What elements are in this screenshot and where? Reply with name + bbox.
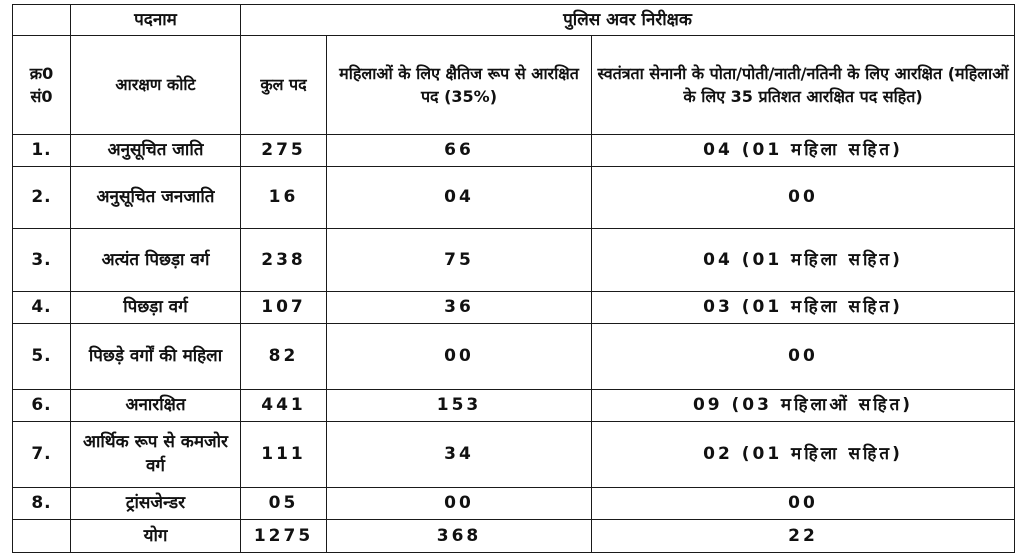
women-cell: 00: [327, 323, 592, 389]
table-row: [13, 389, 1015, 421]
category-cell: अनुसूचित जनजाति: [71, 167, 241, 229]
category-cell: पिछड़े वर्गों की महिला: [71, 323, 241, 389]
total-cell: 107: [241, 291, 327, 323]
table-row: [13, 228, 1015, 291]
total-cell: 82: [241, 323, 327, 389]
serial-cell: 8.: [13, 487, 71, 519]
header-row-main: [13, 35, 1015, 134]
table-row: [13, 135, 1015, 167]
total-cell: 111: [241, 421, 327, 487]
freedom-fighter-total-cell: 22: [592, 519, 1015, 552]
total-row: [13, 519, 1015, 552]
freedom-fighter-cell: 04 (01 महिला सहित): [592, 228, 1015, 291]
reservation-table: [12, 4, 1015, 553]
serial-cell: 3.: [13, 228, 71, 291]
freedom-fighter-cell: 04 (01 महिला सहित): [592, 135, 1015, 167]
women-total-cell: 368: [327, 519, 592, 552]
freedom-fighter-cell: 02 (01 महिला सहित): [592, 421, 1015, 487]
women-cell: 153: [327, 389, 592, 421]
category-cell: अनुसूचित जाति: [71, 135, 241, 167]
women-cell: 34: [327, 421, 592, 487]
total-label: योग: [71, 519, 241, 552]
freedom-fighter-cell: 00: [592, 167, 1015, 229]
women-cell: 04: [327, 167, 592, 229]
designation-label: पदनाम: [71, 5, 241, 36]
table-row: [13, 167, 1015, 229]
freedom-fighter-cell: 00: [592, 323, 1015, 389]
table-row: [13, 291, 1015, 323]
header-row-top: [13, 5, 1015, 36]
table-row: [13, 323, 1015, 389]
total-posts-label: कुल पद: [241, 35, 327, 134]
grand-total-cell: 1275: [241, 519, 327, 552]
serial-cell: 5.: [13, 323, 71, 389]
table-row: [13, 421, 1015, 487]
reservation-table-container: [12, 4, 1014, 553]
total-cell: 05: [241, 487, 327, 519]
women-cell: 00: [327, 487, 592, 519]
serial-no-label: क्र0 सं0: [13, 35, 71, 134]
total-serial-cell: [13, 519, 71, 552]
women-cell: 75: [327, 228, 592, 291]
category-cell: पिछड़ा वर्ग: [71, 291, 241, 323]
category-cell: आर्थिक रूप से कमजोर वर्ग: [71, 421, 241, 487]
total-cell: 441: [241, 389, 327, 421]
serial-cell: 2.: [13, 167, 71, 229]
category-label: आरक्षण कोटि: [71, 35, 241, 134]
serial-cell: 6.: [13, 389, 71, 421]
freedom-fighter-cell: 00: [592, 487, 1015, 519]
freedom-fighter-label: स्वतंत्रता सेनानी के पोता/पोती/नाती/नतिनी के लिए आरक्षित (महिलाओं के लिए 35 प्रतिशत आरक्षित पद सहित): [592, 35, 1015, 134]
women-horizontal-label: महिलाओं के लिए क्षैतिज रूप से आरक्षित पद (35%): [327, 35, 592, 134]
category-cell: अत्यंत पिछड़ा वर्ग: [71, 228, 241, 291]
freedom-fighter-cell: 09 (03 महिलाओं सहित): [592, 389, 1015, 421]
serial-cell: 7.: [13, 421, 71, 487]
serial-cell: 4.: [13, 291, 71, 323]
total-cell: 275: [241, 135, 327, 167]
freedom-fighter-cell: 03 (01 महिला सहित): [592, 291, 1015, 323]
serial-header-top-cell: [13, 5, 71, 36]
table-row: [13, 487, 1015, 519]
women-cell: 36: [327, 291, 592, 323]
category-cell: ट्रांसजेन्डर: [71, 487, 241, 519]
total-cell: 16: [241, 167, 327, 229]
post-name: पुलिस अवर निरीक्षक: [241, 5, 1015, 36]
category-cell: अनारक्षित: [71, 389, 241, 421]
total-cell: 238: [241, 228, 327, 291]
serial-cell: 1.: [13, 135, 71, 167]
women-cell: 66: [327, 135, 592, 167]
